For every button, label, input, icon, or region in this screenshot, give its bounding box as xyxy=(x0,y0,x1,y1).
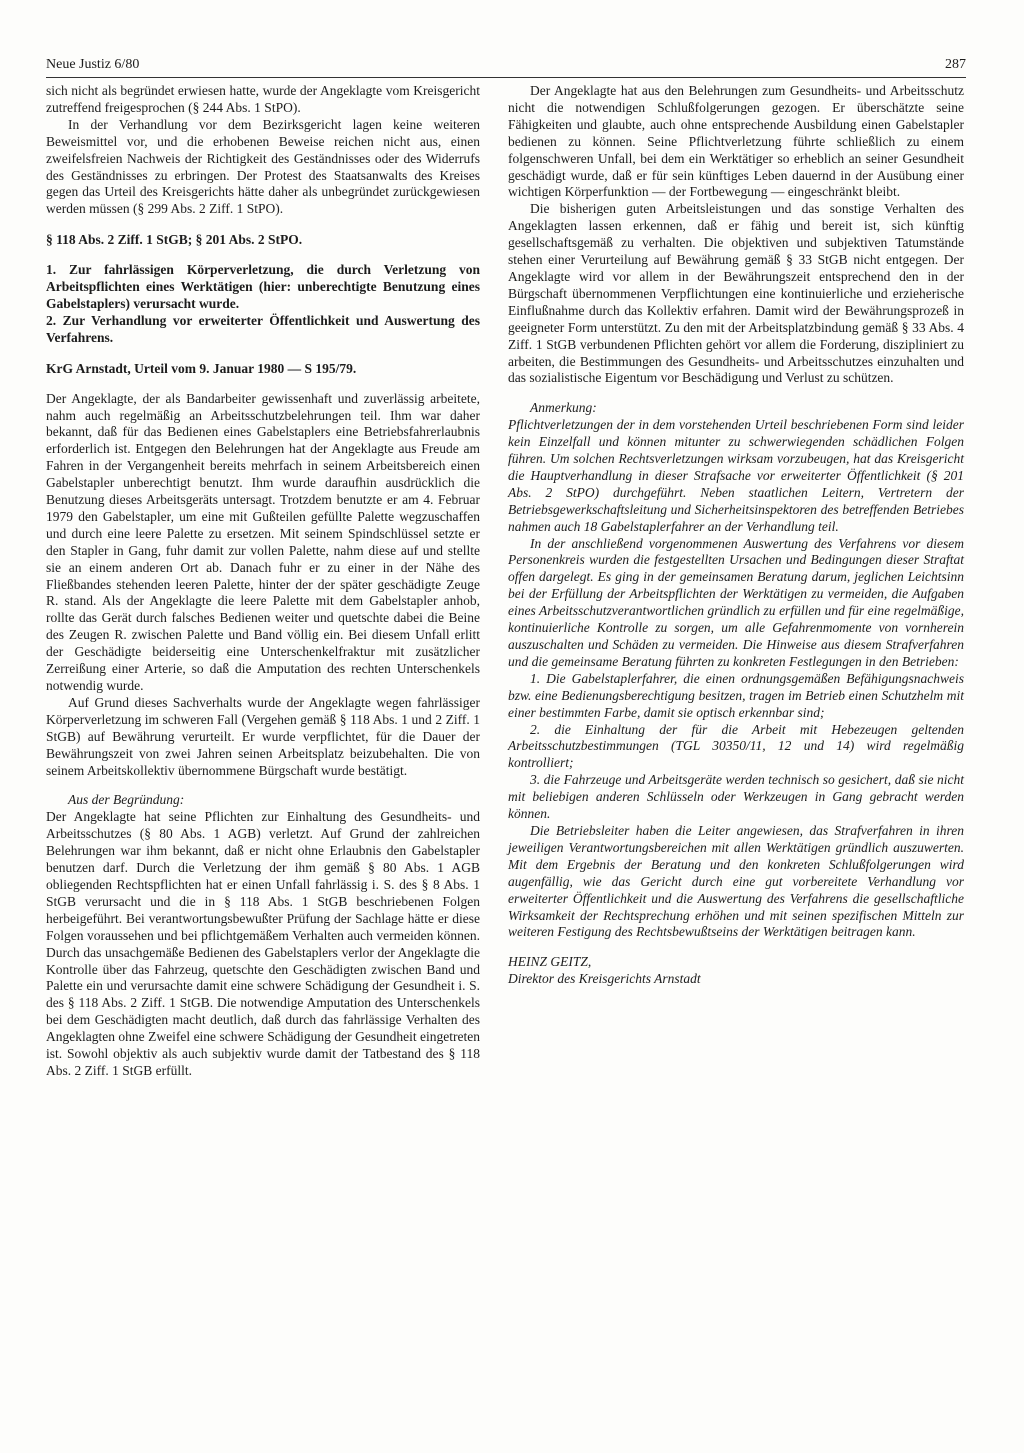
section-heading-anmerkung: Anmerkung: xyxy=(530,400,597,416)
section-heading-begruendung: Aus der Begründung: xyxy=(68,792,185,808)
page-number: 287 xyxy=(945,57,966,72)
left-column xyxy=(46,83,480,1080)
page-header xyxy=(46,56,966,74)
paragraph: Die bisherigen guten Arbeitsleistungen und das sonstige Verhalten des Angeklagten lassen erkennen, daß er fähig und bereit ist, sich künftig gesellschaftsgemäß zu verhalten. Die objektiven und subjektiven Tatumstände stehen einer Verurteilung auf Bewährung gemäß § 33 StGB nicht entgegen. Der Angeklagte wird vor allem in der Bewährungszeit entsprechend den in der Bürgschaft übernommenen Verpflichtungen eine kontinuierliche und erzieherische Einflußnahme durch das Kollektiv erfahren. Damit wird der Bewährungsprozeß in geeigneter Form unterstützt. Zu den mit der Arbeitsplatzbindung gemäß § 33 Abs. 4 Ziff. 1 StGB verbundenen Pflichten gehört vor allem die Forderung, diszipliniert zu arbeiten, die Bestimmungen des Gesundheits- und Arbeitsschutzes einzuhalten und das sozialistische Eigentum vor Beschädigung und Verlust zu schützen. xyxy=(508,201,964,386)
author-title: Direktor des Kreisgerichts Arnstadt xyxy=(508,971,701,987)
paragraph: Auf Grund dieses Sachverhalts wurde der Angeklagte wegen fahrlässiger Körperverletzung im schweren Fall (Vergehen gemäß § 118 Abs. 1 und 2 Ziff. 1 StGB) auf Bewährung verurteilt. Er wurde verpflichtet, für die Dauer der Bewährungszeit von zwei Jahren seinen Arbeitsplatz beizubehalten. Die von seinem Arbeitskollektiv übernommene Bürgschaft wurde bestätigt. xyxy=(46,694,480,778)
paragraph: sich nicht als begründet erwiesen hatte, wurde der Angeklagte vom Kreisgericht zutreffend freigesprochen (§ 244 Abs. 1 StPO). xyxy=(46,83,480,115)
annotation-list-item-1: 1. Die Gabelstaplerfahrer, die einen ordnungsgemäßen Befähigungsnachweis bzw. eine Bedienungsberechtigung besitzen, tragen im Betrieb einen Schutzhelm mit einer bestimmten Farbe, damit sie optisch erkennbar sind; xyxy=(508,670,964,720)
paragraph: Der Angeklagte hat aus den Belehrungen zum Gesundheits- und Arbeitsschutz nicht die notwendigen Schlußfolgerungen gezogen. Er überschätzte seine Fähigkeiten und glaubte, auch ohne entsprechende Ausbildung einen Gabelstapler bedienen zu können. Seine Pflichtverletzung führte schließlich zu einem folgenschweren Unfall, bei dem ein Werktätiger so erheblich an seiner Gesundheit geschädigt wurde, daß er für sein künftiges Leben dauernd in der Ausübung einer wichtigen Körperfunktion — der Fortbewegung — eingeschränkt bleibt. xyxy=(508,83,964,200)
annotation-paragraph: Die Betriebsleiter haben die Leiter angewiesen, das Strafverfahren in ihren jeweiligen Verantwortungsbereichen mit allen Werktätigen gründlich auszuwerten. Mit dem Ergebnis der Beratung und den konkreten Schlußfolgerungen wird augenfällig, wie das Gericht durch eine gut vorbereitete Verhandlung vor erweiterter Öffentlichkeit und die Auswertung des Verfahrens die gesellschaftliche Wirksamkeit der Rechtsprechung erhöhen und mit seinen spezifischen Mitteln zur weiteren Festigung des Rechtsbewußtseins der Werktätigen beitragen kann. xyxy=(508,822,964,940)
norm-citation: § 118 Abs. 2 Ziff. 1 StGB; § 201 Abs. 2 StPO. xyxy=(46,232,303,248)
journal-issue: Neue Justiz 6/80 xyxy=(46,57,140,72)
paragraph: Der Angeklagte, der als Bandarbeiter gewissenhaft und zuverlässig arbeitete, nahm auch regelmäßig an Arbeitsschutzbelehrungen teil. Ihm war daher bekannt, daß für das Bedienen eines Gabelstaplers eine Betriebsfahrerlaubnis erforderlich ist. Entgegen den Belehrungen hat der Angeklagte aus Freude am Fahren in der Vergangenheit bereits mehrfach in seinem Arbeitsbereich einen Gabelstapler unberechtigt benutzt. Ihm wurde daraufhin ausdrücklich die Benutzung dieses Arbeitsgeräts untersagt. Trotzdem benutzte er am 4. Februar 1979 den Gabelstapler, um eine mit Gußteilen gefüllte Palette wegzuschaffen und durch eine leere Palette zu ersetzen. Mit seinem Spindschlüssel setzte er den Stapler in Gang, fuhr damit zur vollen Palette, nahm diese auf und stellte sie an einem anderen Ort ab. Danach fuhr er zu einer in der Nähe des Fließbandes stehenden leeren Palette, hinter der der später geschädigte Zeuge R. stand. Als der Angeklagte die leere Palette mit dem Gabelstapler anhob, rollte das Gerät durch falsches Bedienen weiter und quetschte dabei die Beine des Zeugen R. zwischen Palette und Band völlig ein. Bei diesem Unfall erlitt der Geschädigte beiderseitig eine Unterschenkelfraktur mit zusätzlicher Zerreißung einer Arterie, so daß die Amputation des rechten Unterschenkels notwendig wurde. xyxy=(46,390,480,693)
paragraph: In der Verhandlung vor dem Bezirksgericht lagen keine weiteren Beweismittel vor, und die erhobenen Beweise reichen nicht aus, einen zweifelsfreien Nachweis der Richtigkeit des Geständnisses oder des Widerrufs des Geständnisses zu erbringen. Der Protest des Staatsanwalts des Kreises gegen das Urteil des Kreisgerichts hätte daher als unbegründet zurückgewiesen werden müssen (§ 299 Abs. 2 Ziff. 1 StPO). xyxy=(46,116,480,217)
annotation-list-item-3: 3. die Fahrzeuge und Arbeitsgeräte werden technisch so gesichert, daß sie nicht mit beliebigen anderen Schlüsseln oder Werkzeugen in Gang gebracht werden können. xyxy=(508,772,964,822)
paragraph: Der Angeklagte hat seine Pflichten zur Einhaltung des Gesundheits- und Arbeitsschutzes (§ 80 Abs. 1 AGB) verletzt. Auf Grund der zahlreichen Belehrungen war ihm bekannt, daß er nicht ohne Erlaubnis den Gabelstapler benutzen darf. Durch die Verletzung der ihm gemäß § 80 Abs. 1 AGB obliegenden Rechtspflichten hat er einen Unfall fahrlässig i. S. des § 8 Abs. 1 StGB verursacht und die in § 118 Abs. 1 StGB beschriebenen Folgen herbeigeführt. Bei verantwortungsbewußter Prüfung der Sachlage hätte er diese Folgen voraussehen und bei pflichtgemäßem Verhalten auch vermeiden können. Durch das unsachgemäße Bedienen des Gabelstaplers verlor der Angeklagte die Kontrolle über das Fahrzeug, quetschte den Geschädigten zwischen Band und Palette ein und verursachte damit eine schwere Schädigung der Gesundheit i. S. des § 118 Abs. 2 Ziff. 1 StGB. Die notwendige Amputation des Unterschenkels bei dem Geschädigten macht deutlich, daß durch das fahrlässige Verhalten des Angeklagten ohne Zweifel eine schwere Schädigung der Gesundheit eingetreten ist. Sowohl objektiv als auch subjektiv wurde damit der Tatbestand des § 118 Abs. 2 Ziff. 1 StGB erfüllt. xyxy=(46,809,480,1078)
author-name: HEINZ GEITZ, xyxy=(508,954,592,970)
court-citation: KrG Arnstadt, Urteil vom 9. Januar 1980 — S 195/79. xyxy=(46,360,357,376)
annotation-paragraph: Pflichtverletzungen der in dem vorstehenden Urteil beschriebenen Form sind leider kein Einzelfall und können mitunter zu schwerwiegenden schädlichen Folgen führen. Um solchen Rechtsverletzungen wirksam vorzubeugen, hat das Kreisgericht die Hauptverhandlung in dieser Strafsache vor erweiterter Öffentlichkeit (§ 201 Abs. 2 StPO) durchgeführt. Neben staatlichen Leitern, Vertretern der Betriebsgewerkschaftsleitung und Sicherheitsinspektoren des betreffenden Betriebes nahmen auch 18 Gabelstaplerfahrer an der Verhandlung teil. xyxy=(508,417,964,534)
right-column xyxy=(508,83,964,988)
annotation-list-item-2: 2. die Einhaltung der für die Arbeit mit Hebezeugen geltenden Arbeitsschutzbestimmungen (TGL 30350/11, 12 und 14) wird regelmäßig kontrolliert; xyxy=(508,721,964,771)
annotation-paragraph: In der anschließend vorgenommenen Auswertung des Verfahrens vor diesem Personenkreis wurden die festgestellten Ursachen und Bedingungen dieser Straftat offen dargelegt. Es ging in der gemeinsamen Beratung darum, jeglichen Leichtsinn bei der Erfüllung der Arbeitspflichten der Werktätigen zu vermeiden, die Aufgaben eines Arbeitsschutzverantwortlichen gründlich zu erfüllen und für eine regelmäßige, kontinuierliche Kontrolle zu sorgen, um alle Gefahrenmomente von vornherein auszuschalten und Schäden zu vermeiden. Die Hinweise aus diesem Strafverfahren und die gemeinsame Beratung führten zu konkreten Festlegungen in den Betrieben: xyxy=(508,535,964,669)
headnote-2: 2. Zur Verhandlung vor erweiterter Öffentlichkeit und Auswertung des Verfahrens. xyxy=(46,312,480,345)
header-rule xyxy=(46,77,966,78)
headnote-1: 1. Zur fahrlässigen Körperverletzung, die durch Verletzung von Arbeitspflichten eines Werktätigen (hier: unberechtigte Benutzung eines Gabelstaplers) verursacht wurde. xyxy=(46,262,480,311)
